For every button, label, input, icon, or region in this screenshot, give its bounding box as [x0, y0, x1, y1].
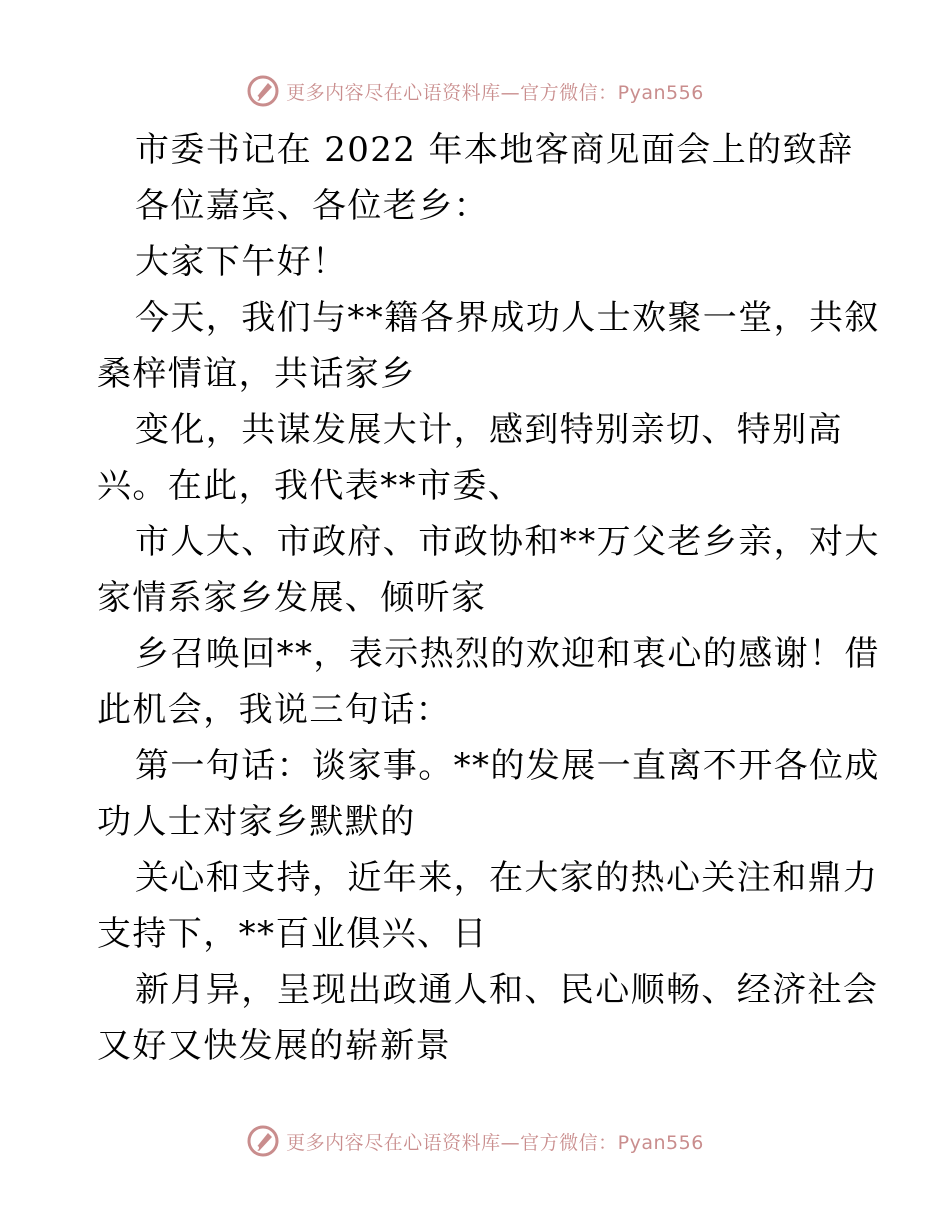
text-line: 新月异，呈现出政通人和、民心顺畅、经济社会 [135, 970, 879, 1010]
text-line: 支持下，**百业俱兴、日 [97, 914, 488, 954]
text-line: 功人士对家乡默默的 [97, 802, 416, 842]
pen-logo-icon [246, 1124, 280, 1158]
text-line: 各位嘉宾、各位老乡： [135, 186, 489, 226]
text-line: 变化，共谋发展大计，感到特别亲切、特别高 [135, 410, 843, 450]
header-watermark [0, 74, 950, 108]
text-line: 今天，我们与**籍各界成功人士欢聚一堂，共叙 [135, 298, 880, 338]
pen-logo-icon [246, 74, 280, 108]
document-body [97, 122, 880, 1074]
document-title: 市委书记在 2022 年本地客商见面会上的致辞 [135, 130, 854, 170]
watermark-text: 更多内容尽在心语资料库—官方微信：Pyan556 [286, 1131, 704, 1154]
text-line: 大家下午好！ [135, 242, 348, 282]
text-line: 兴。在此，我代表**市委、 [97, 466, 524, 506]
footer-watermark [0, 1124, 950, 1158]
text-line: 乡召唤回**，表示热烈的欢迎和衷心的感谢！借 [135, 634, 880, 674]
text-line: 第一句话：谈家事。**的发展一直离不开各位成 [135, 746, 880, 786]
text-line: 家情系家乡发展、倾听家 [97, 578, 487, 618]
text-line: 此机会，我说三句话： [97, 690, 451, 730]
text-line: 市人大、市政府、市政协和**万父老乡亲，对大 [135, 522, 880, 562]
text-line: 又好又快发展的崭新景 [97, 1026, 451, 1066]
watermark-text: 更多内容尽在心语资料库—官方微信：Pyan556 [286, 81, 704, 104]
text-line: 桑梓情谊，共话家乡 [97, 354, 416, 394]
text-line: 关心和支持，近年来，在大家的热心关注和鼎力 [135, 858, 879, 898]
